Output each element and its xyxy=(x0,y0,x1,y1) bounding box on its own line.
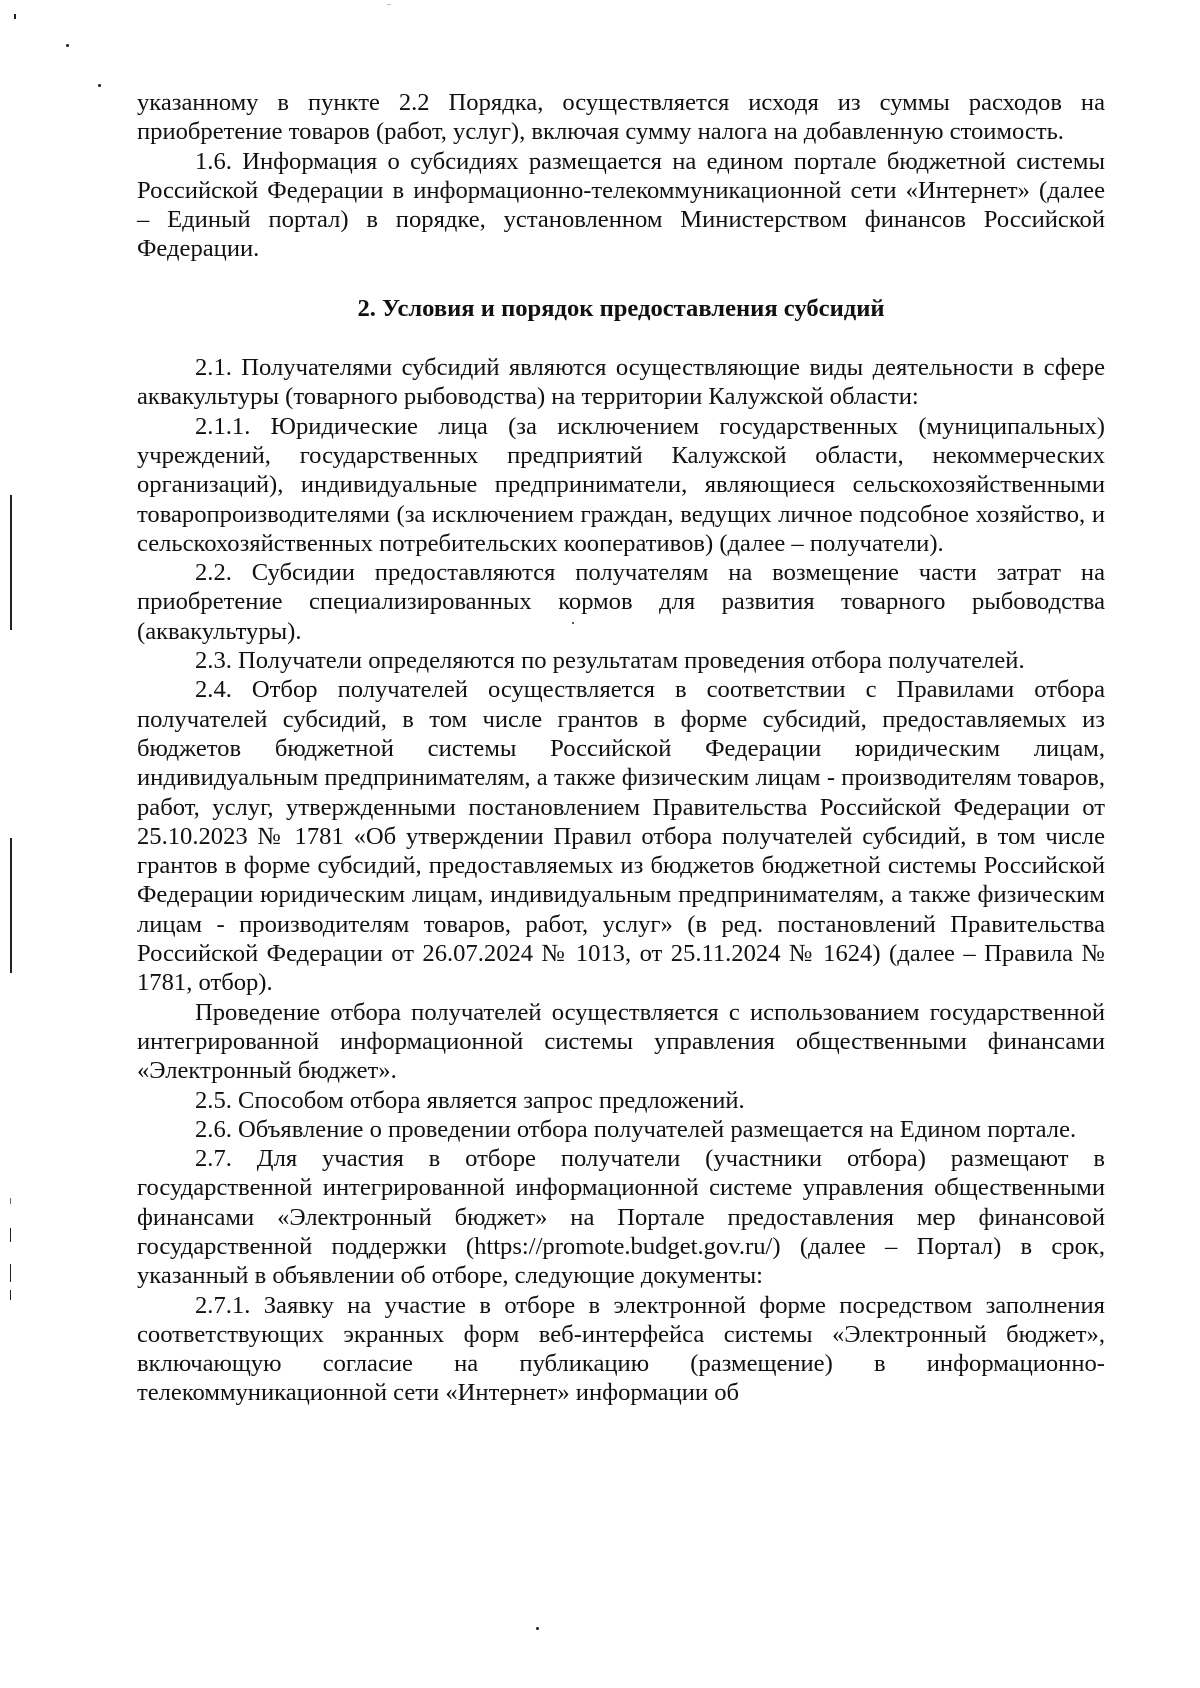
paragraph-2-7: 2.7. Для участия в отборе получатели (участники отбора) размещают в государственной интегрированной информационной системе управления общественными финансами «Электронный бюджет» на Портале предоставления мер финансовой государственной поддержки (https://promote.budget.gov.ru/) (далее – Портал) в срок, указанный в объявлении об отборе, следующие документы: xyxy=(137,1145,1105,1290)
scan-mark xyxy=(14,14,16,19)
scan-mark xyxy=(10,1198,11,1204)
paragraph-continuation: указанному в пункте 2.2 Порядка, осуществляется исходя из суммы расходов на приобретение товаров (работ, услуг), включая сумму налога на добавленную стоимость. xyxy=(137,89,1105,146)
scan-line xyxy=(10,495,12,630)
paragraph-2-6: 2.6. Объявление о проведении отбора получателей размещается на Едином портале. xyxy=(195,1115,1077,1143)
scan-dot xyxy=(536,1627,539,1630)
scan-mark xyxy=(387,4,391,5)
paragraph-2-3: 2.3. Получатели определяются по результатам проведения отбора получателей. xyxy=(195,647,1025,675)
scan-mark xyxy=(10,1264,11,1282)
scan-mark xyxy=(10,1290,11,1300)
document-body xyxy=(137,88,1105,1408)
section-heading: 2. Условия и порядок предоставления субсидий xyxy=(357,294,885,322)
paragraph-2-5: 2.5. Способом отбора является запрос предложений. xyxy=(195,1086,745,1114)
paragraph-2-2: 2.2. Субсидии предоставляются получателям на возмещение части затрат на приобретение специализированных кормов для развития товарного рыбоводства (аквакультуры). xyxy=(137,559,1105,645)
paragraph-2-4-selection: Проведение отбора получателей осуществляется с использованием государственной интегрированной информационной системы управления общественными финансами «Электронный бюджет». xyxy=(137,998,1105,1085)
paragraph-2-7-1: 2.7.1. Заявку на участие в отборе в электронной форме посредством заполнения соответствующих экранных форм веб-интерфейса системы «Электронный бюджет», включающую согласие на публикацию (размещение) в информационно-телекоммуникационной сети «Интернет» информации об xyxy=(137,1291,1105,1407)
scan-line xyxy=(10,838,12,973)
paragraph-2-4: 2.4. Отбор получателей осуществляется в соответствии с Правилами отбора получателей субсидий, в том числе грантов в форме субсидий, предоставляемых из бюджетов бюджетной системы Российской Федерации юридическим лицам, индивидуальным предпринимателям, а также физическим лицам - производителям товаров, работ, услуг, утвержденными постановлением Правительства Российской Федерации от 25.10.2023 № 1781 «Об утверждении Правил отбора получателей субсидий, в том числе грантов в форме субсидий, предоставляемых из бюджетов бюджетной системы Российской Федерации юридическим лицам, индивидуальным предпринимателям, а также физическим лицам - производителям товаров, работ, услуг» (в ред. постановлений Правительства Российской Федерации от 26.07.2024 № 1013, от 25.11.2024 № 1624) (далее – Правила № 1781, отбор). xyxy=(137,676,1105,997)
scan-dot xyxy=(66,44,69,47)
paragraph-1-6: 1.6. Информация о субсидиях размещается на едином портале бюджетной системы Российской Федерации в информационно-телекоммуникационной сети «Интернет» (далее – Единый портал) в порядке, установленном Министерством финансов Российской Федерации. xyxy=(137,147,1105,263)
scan-dot xyxy=(98,84,101,87)
paragraph-2-1: 2.1. Получателями субсидий являются осуществляющие виды деятельности в сфере аквакультуры (товарного рыбоводства) на территории Калужской области: xyxy=(137,354,1105,411)
scan-mark xyxy=(10,1228,11,1242)
paragraph-2-1-1: 2.1.1. Юридические лица (за исключением государственных (муниципальных) учреждений, государственных предприятий Калужской области, некоммерческих организаций), индивидуальные предприниматели, являющиеся сельскохозяйственными товаропроизводителями (за исключением граждан, ведущих личное подсобное хозяйство, и сельскохозяйственных потребительских кооперативов) (далее – получатели). xyxy=(137,412,1105,557)
